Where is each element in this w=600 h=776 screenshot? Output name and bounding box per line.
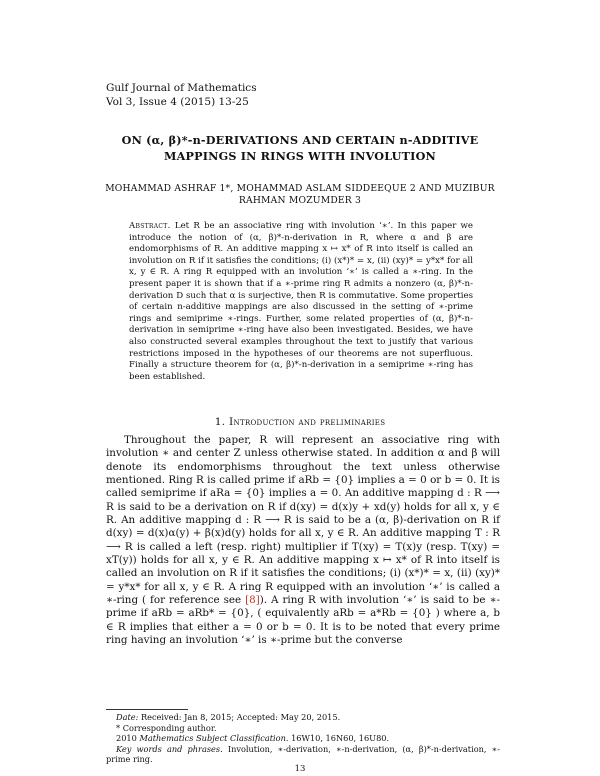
- footnote-corresponding: * Corresponding author.: [116, 722, 217, 733]
- footnotes: [106, 712, 500, 765]
- keywords-label: Key words and phrases.: [116, 743, 223, 754]
- footnote-keywords: [106, 744, 500, 765]
- msc-text: 16W10, 16N60, 16U80.: [291, 733, 390, 744]
- footnote-msc: [106, 733, 500, 744]
- date-text: Received: Jan 8, 2015; Accepted: May 20, 2015.: [140, 712, 341, 722]
- author-list: MOHAMMAD ASHRAF 1*, MOHAMMAD ASLAM SIDDEEQUE 2 AND MUZIBUR RAHMAN MOZUMDER 3: [105, 183, 495, 206]
- journal-name: Gulf Journal of Mathematics: [106, 82, 257, 94]
- body-text-part-1: Throughout the paper, R will represent an associative ring with involution ∗ and center Z unless otherwise stated. In addition α and β will denote its endomorphisms throughout the text unless otherwise mentioned. Ring R is called prime if aRb = {0} implies a = 0 or b = 0. It is called semiprime if aRa = {0} implies a = 0. An additive mapping d : R ⟶ R is said to be a derivation on R if d(xy) = d(x)y + xd(y) holds for all x, y ∈ R. An additive mapping d : R ⟶ R is said to be a (α, β)-derivation on R if d(xy) = d(x)α(y) + β(x)d(y) holds for all x, y ∈ R. An additive mapping T : R ⟶ R is called a left (resp. right) multiplier if T(xy) = T(x)y (resp. T(xy) = xT(y)) holds for all x, y ∈ R. An additive mapping x ↦ x* of R into itself is called an involution on R if it satisfies the conditions; (i) (x*)* = x, (ii) (xy)* = y*x* for all x, y ∈ R. A ring R equipped with an involution ‘∗’ is called a ∗-ring ( for reference see: [106, 434, 500, 607]
- body-paragraph: [106, 434, 500, 648]
- page-number: 13: [294, 764, 306, 774]
- journal-issue: Vol 3, Issue 4 (2015) 13-25: [106, 96, 249, 108]
- msc-label: Mathematics Subject Classification.: [139, 733, 289, 744]
- keywords-text: Involution, ∗-derivation, ∗-n-derivation, (α, β)*-n-derivation, ∗-prime ring.: [106, 743, 500, 765]
- abstract-label: Abstract.: [129, 221, 171, 231]
- section-heading: 1. Introduction and preliminaries: [214, 416, 386, 428]
- abstract: [129, 221, 473, 383]
- msc-prefix: 2010: [116, 733, 137, 744]
- date-label: Date:: [116, 712, 139, 722]
- journal-header: [106, 81, 257, 109]
- paper-title: ON (α, β)*-n-DERIVATIONS AND CERTAIN n-ADDITIVE MAPPINGS IN RINGS WITH INVOLUTION: [121, 133, 479, 163]
- citation-link[interactable]: [8]: [245, 594, 260, 607]
- footnote-divider: [106, 709, 188, 710]
- footnote-date: [106, 712, 500, 723]
- body-text-part-2: ). A ring R with involution ‘∗’ is said to be ∗-prime if aRb = aRb* = {0}, ( equivalently aRb = a*Rb = {0} ) where a, b ∈ R implies that either a = 0 or b = 0. It is to be noted that every prime ring having an involution ‘∗’ is ∗-prime but the converse: [106, 594, 500, 647]
- abstract-text: Let R be an associative ring with involution ‘∗’. In this paper we introduce the notion of (α, β)*-n-derivation in R, where α and β are endomorphisms of R. An additive mapping x ↦ x* of R into itself is called an involution on R if it satisfies the conditions; (i) (x*)* = x, (ii) (xy)* = y*x* for all x, y ∈ R. A ring R equipped with an involution ‘∗’ is called a ∗-ring. In the present paper it is shown that if a ∗-prime ring R admits a nonzero (α, β)*-n-derivation D such that α is surjective, then R is commutative. Some properties of certain n-additive mappings are also discussed in the setting of ∗-prime rings and semiprime ∗-rings. Further, some related properties of (α, β)*-n-derivation in semiprime ∗-ring have also been investigated. Besides, we have also constructed several examples throughout the text to justify that various restrictions imposed in the hypotheses of our theorems are not superfluous. Finally a structure theorem for (α, β)*-n-derivation in a semiprime ∗-ring has been established.: [129, 221, 473, 382]
